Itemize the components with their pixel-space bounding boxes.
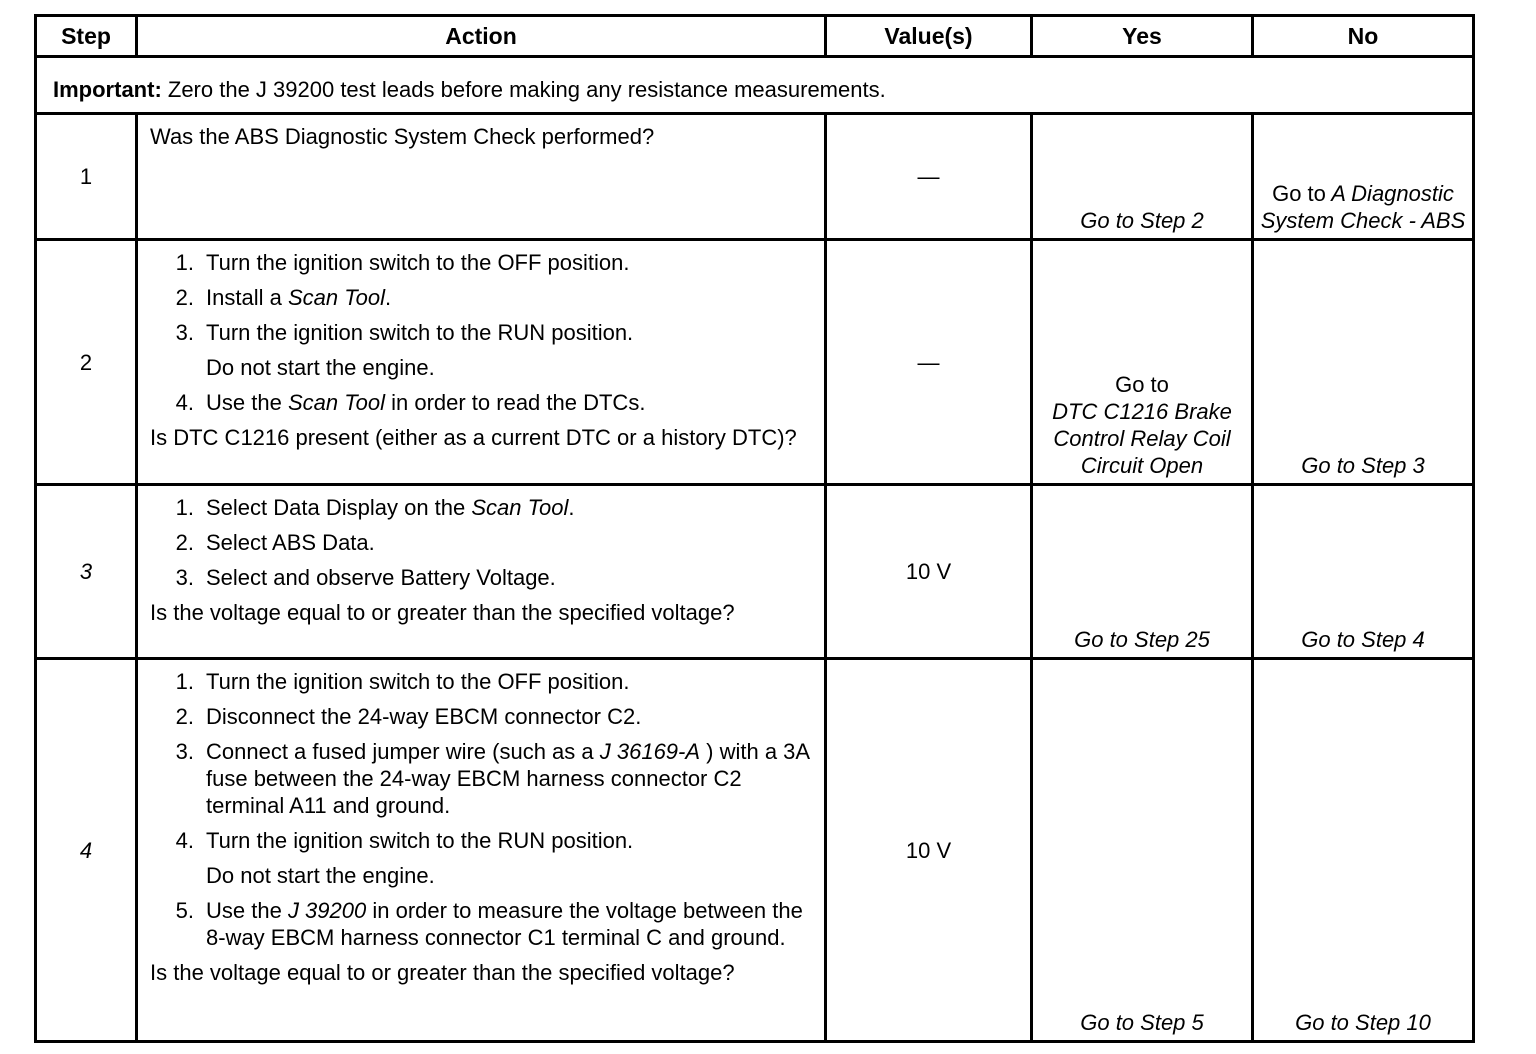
list-item	[150, 529, 814, 556]
item-text	[206, 529, 814, 556]
important-note	[36, 57, 1474, 114]
item-text-part: Select ABS Data.	[206, 530, 375, 555]
no-cell: Go to Step 4	[1253, 485, 1474, 659]
item-text-part: in order to measure the voltage between the 8-way EBCM harness connector C1 terminal C and ground.	[206, 898, 803, 950]
action-cell	[137, 240, 826, 485]
tool-name: Scan Tool	[287, 285, 385, 310]
yes-cell: Go to Step 5	[1032, 659, 1253, 1042]
action-question: Is the voltage equal to or greater than the specified voltage?	[150, 960, 735, 985]
list-item	[150, 897, 814, 951]
list-item	[150, 564, 814, 591]
item-text	[206, 249, 814, 276]
item-number: 4.	[175, 828, 194, 853]
list-item	[150, 249, 814, 276]
item-text	[206, 319, 814, 381]
diagnostic-table-page	[34, 14, 1472, 1038]
item-number: 3.	[175, 565, 194, 590]
tool-name: J 39200	[287, 898, 367, 923]
yes-cell: Go to Step 25	[1032, 485, 1253, 659]
item-text	[206, 827, 814, 889]
item-number: 1.	[175, 495, 194, 520]
tool-name: J 36169-A	[599, 739, 701, 764]
item-text-part: Select and observe Battery Voltage.	[206, 565, 556, 590]
item-text-part: Turn the ignition switch to the RUN position.	[206, 320, 634, 345]
item-text-part: Use the	[206, 390, 288, 415]
step-number: 1	[36, 114, 137, 240]
item-text-part: Use the	[206, 898, 288, 923]
list-item	[150, 668, 814, 695]
table-row	[36, 659, 1474, 1042]
header-values: Value(s)	[826, 16, 1032, 57]
item-text-part: Turn the ignition switch to the OFF position.	[206, 250, 630, 275]
yes-prefix: Go to	[1115, 372, 1169, 397]
action-cell	[137, 659, 826, 1042]
list-item	[150, 389, 814, 416]
table-row	[36, 485, 1474, 659]
item-text-part: in order to read the DTCs.	[384, 390, 646, 415]
header-no: No	[1253, 16, 1474, 57]
item-text	[206, 897, 814, 951]
step-number: 2	[36, 240, 137, 485]
item-text-part: Disconnect the 24-way EBCM connector C2.	[206, 704, 642, 729]
header-step: Step	[36, 16, 137, 57]
action-list	[150, 494, 814, 591]
list-item	[150, 738, 814, 819]
important-text: Zero the J 39200 test leads before making any resistance measurements.	[161, 76, 886, 102]
list-item	[150, 703, 814, 730]
action-question: Is the voltage equal to or greater than the specified voltage?	[150, 600, 735, 625]
item-number: 4.	[175, 390, 194, 415]
header-yes: Yes	[1032, 16, 1253, 57]
no-cell	[1253, 114, 1474, 240]
diagnostic-table	[34, 14, 1475, 1043]
list-item	[150, 284, 814, 311]
action-cell	[137, 114, 826, 240]
action-cell	[137, 485, 826, 659]
item-text	[206, 738, 814, 819]
item-text-part: Connect a fused jumper wire (such as a	[206, 739, 600, 764]
item-text-part: Turn the ignition switch to the OFF position.	[206, 669, 630, 694]
value-cell: 10 V	[826, 485, 1032, 659]
item-text	[206, 564, 814, 591]
item-subtext: Do not start the engine.	[206, 863, 435, 888]
tool-name: Scan Tool	[471, 495, 569, 520]
item-text	[206, 494, 814, 521]
action-question: Was the ABS Diagnostic System Check performed?	[150, 124, 655, 149]
tool-name: Scan Tool	[287, 390, 385, 415]
action-list	[150, 668, 814, 951]
item-text	[206, 284, 814, 311]
item-number: 3.	[175, 320, 194, 345]
item-number: 1.	[175, 669, 194, 694]
table-row	[36, 114, 1474, 240]
item-text-part: Select Data Display on the	[206, 495, 472, 520]
item-text	[206, 389, 814, 416]
list-item	[150, 319, 814, 381]
yes-cell: Go to Step 2	[1032, 114, 1253, 240]
no-cell: Go to Step 3	[1253, 240, 1474, 485]
item-number: 3.	[175, 739, 194, 764]
important-row	[36, 57, 1474, 114]
item-text-part: ) with a 3A fuse between the 24-way EBCM harness connector C2 terminal A11 and ground.	[206, 739, 809, 818]
item-number: 5.	[175, 898, 194, 923]
item-text	[206, 668, 814, 695]
item-number: 2.	[175, 530, 194, 555]
item-number: 1.	[175, 250, 194, 275]
header-action: Action	[137, 16, 826, 57]
no-prefix: Go to	[1272, 181, 1326, 206]
item-subtext: Do not start the engine.	[206, 355, 435, 380]
step-number: 3	[36, 485, 137, 659]
no-target: A Diagnostic System Check - ABS	[1260, 181, 1466, 233]
item-text-part: Install a	[206, 285, 288, 310]
item-number: 2.	[175, 704, 194, 729]
action-list	[150, 249, 814, 416]
no-cell: Go to Step 10	[1253, 659, 1474, 1042]
item-text	[206, 703, 814, 730]
header-row	[36, 16, 1474, 57]
item-text-part: .	[568, 495, 575, 520]
value-cell: 10 V	[826, 659, 1032, 1042]
yes-target: DTC C1216 Brake Control Relay Coil Circuit Open	[1052, 399, 1232, 478]
action-question: Is DTC C1216 present (either as a current DTC or a history DTC)?	[150, 425, 797, 450]
step-number: 4	[36, 659, 137, 1042]
table-row	[36, 240, 1474, 485]
item-text-part: Turn the ignition switch to the RUN position.	[206, 828, 634, 853]
important-label: Important:	[53, 76, 162, 102]
item-number: 2.	[175, 285, 194, 310]
yes-cell	[1032, 240, 1253, 485]
item-text-part: .	[384, 285, 392, 310]
list-item	[150, 494, 814, 521]
value-cell: —	[826, 114, 1032, 240]
value-cell: —	[826, 240, 1032, 485]
list-item	[150, 827, 814, 889]
